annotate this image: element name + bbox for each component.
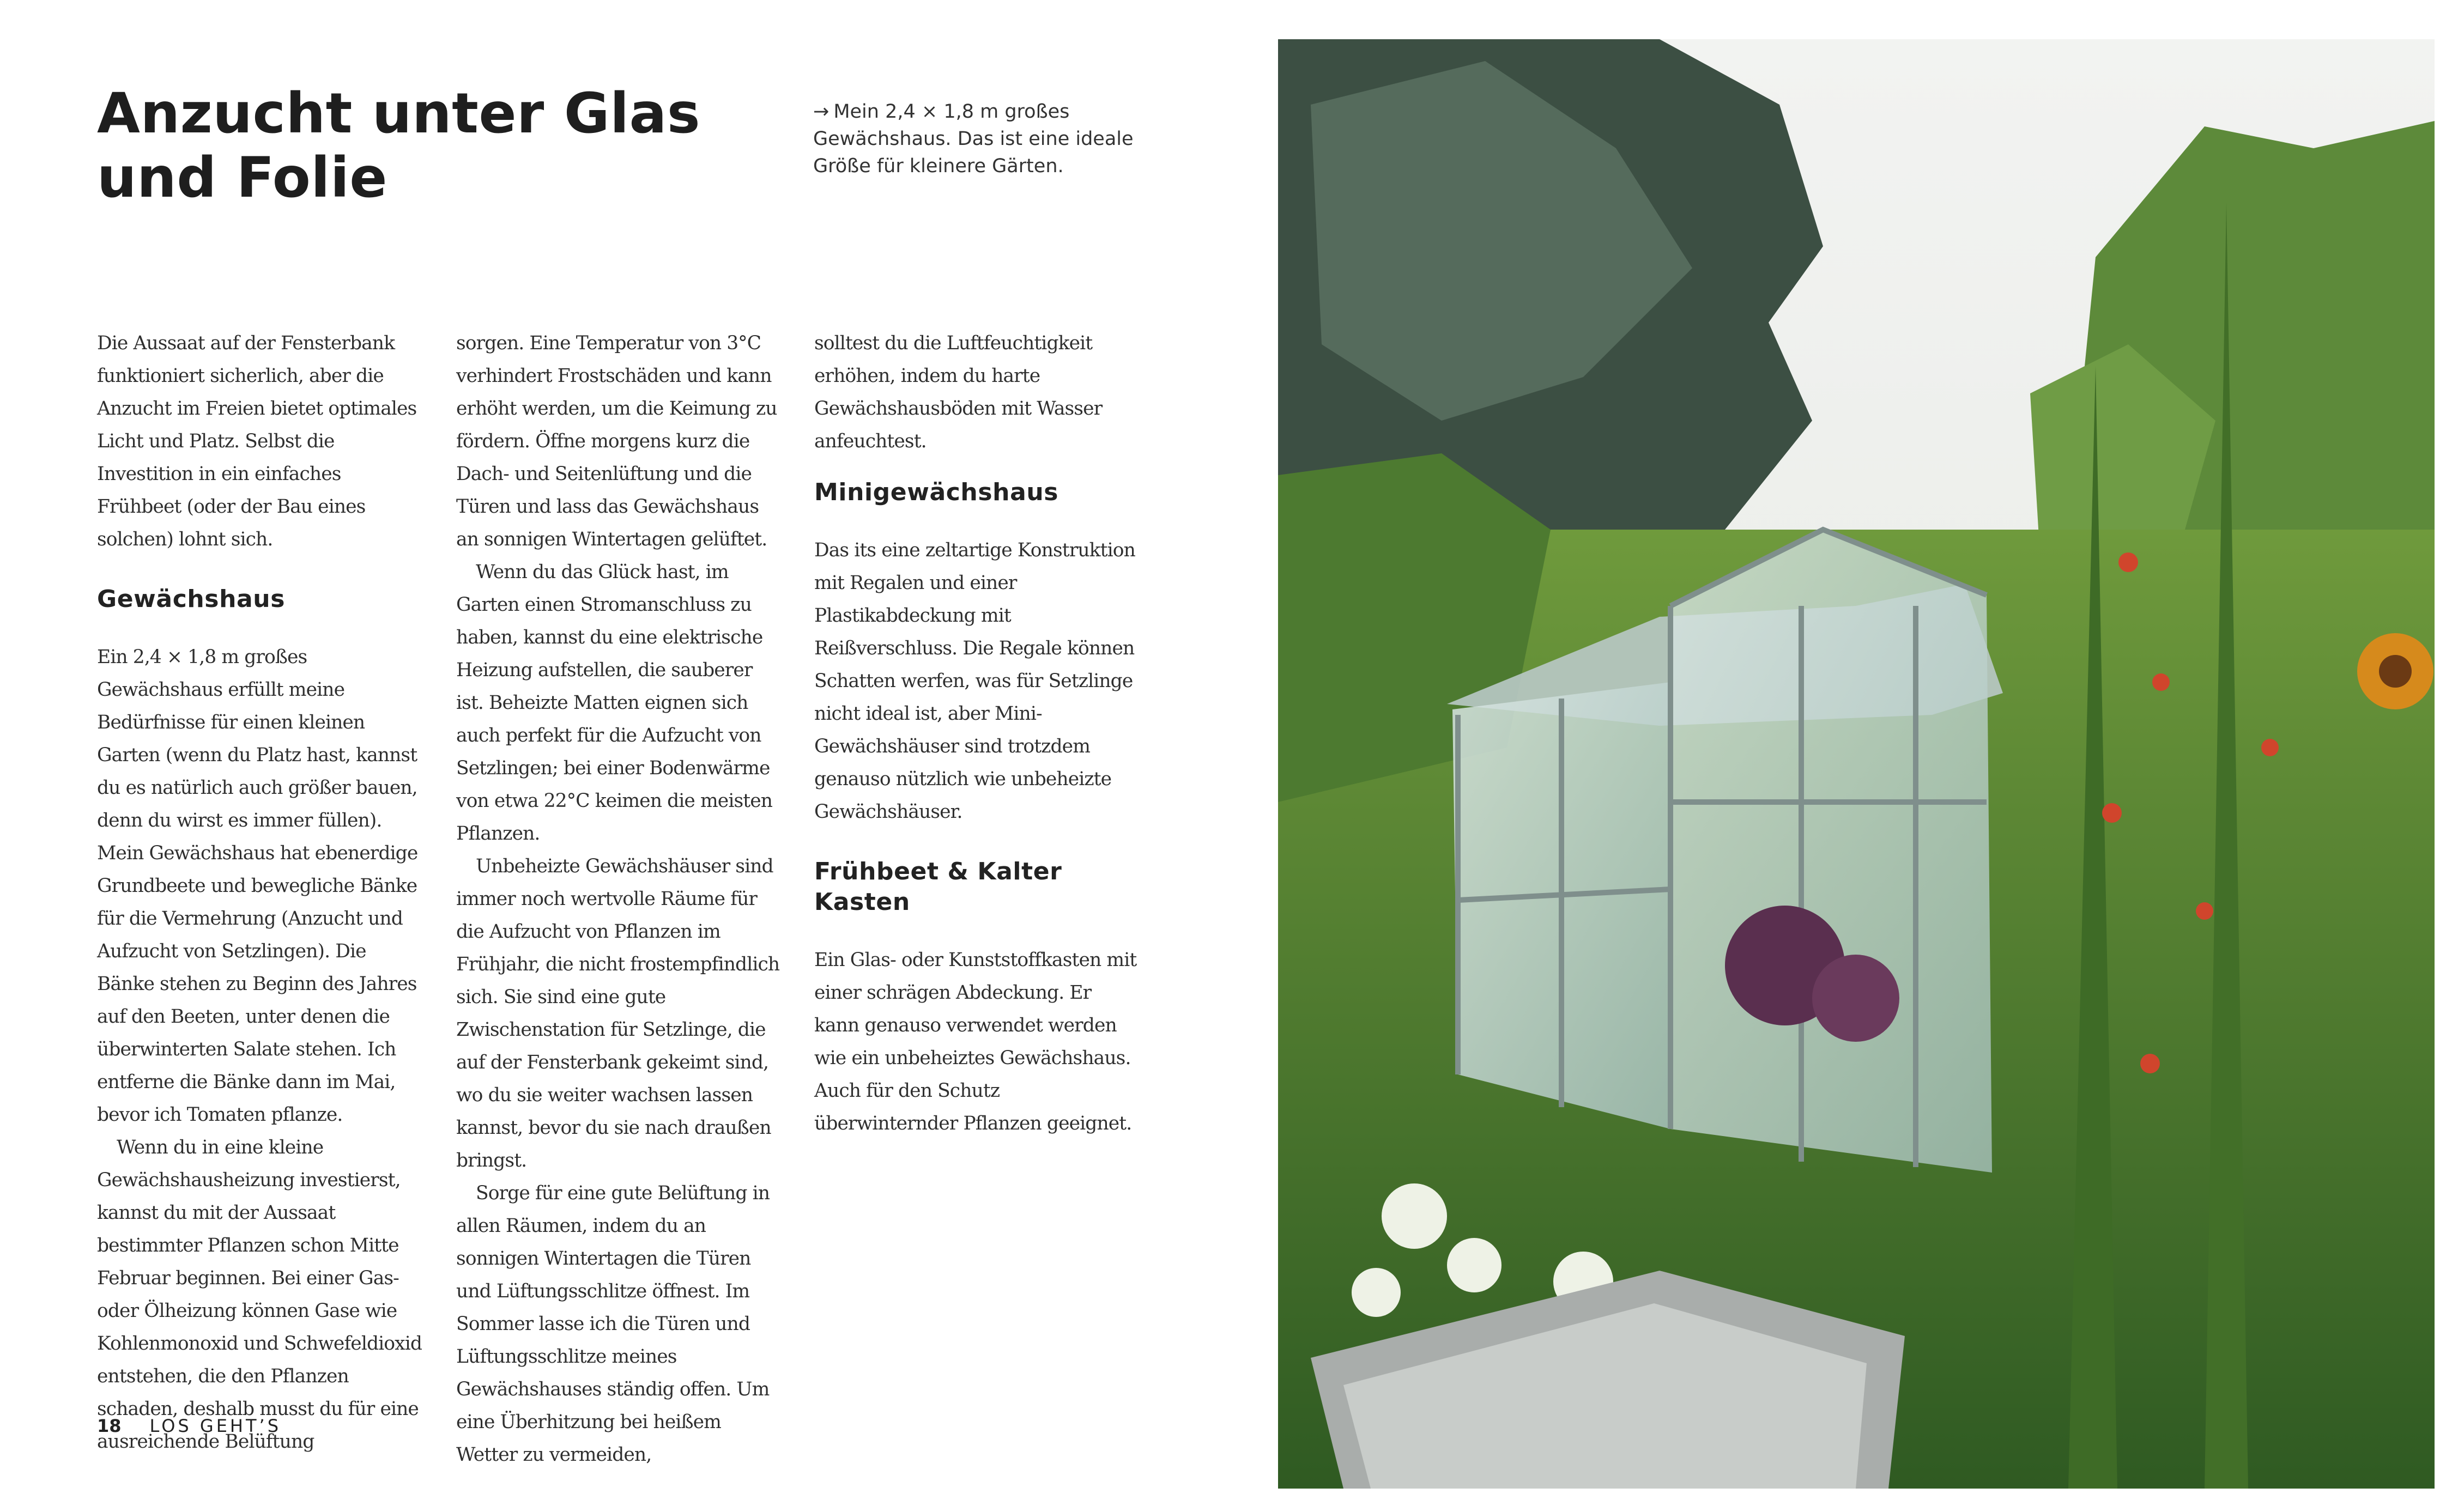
- greenhouse-garden-photo: [1278, 39, 2435, 1489]
- paragraph: Das its eine zeltartige Konstruktion mit Regalen und einer Plastikabdeckung mit Reißverschluss. Die Regale können Schatten werfen, was für Setzlinge nicht ideal ist, aber Mini-Gewächshäuser sind trotzdem genauso nützlich wie unbeheizte Gewächshäuser.: [814, 539, 1135, 823]
- section-heading-fruehbeet: Frühbeet & Kalter Kasten: [814, 858, 1062, 916]
- paragraph: Die Aussaat auf der Fensterbank funktioniert sicherlich, aber die Anzucht im Freien bietet optimales Licht und Platz. Selbst die Investition in ein einfaches Frühbeet (oder der Bau eines solchen) lohnt sich.: [97, 332, 417, 550]
- section-heading-minigewaechshaus: Minigewächshaus: [814, 478, 1059, 506]
- garden-illustration: [1278, 39, 2435, 1489]
- photo-caption: [813, 98, 1151, 180]
- paragraph: Ein Glas- oder Kunststoffkasten mit einer schrägen Abdeckung. Er kann genauso verwendet werden wie ein unbeheiztes Gewächshaus. Auch für den Schutz überwinternder Pflanzen geeignet.: [814, 949, 1137, 1134]
- text-column-3: [814, 327, 1141, 1140]
- text-column-1: [97, 327, 424, 1458]
- paragraph: Wenn du das Glück hast, im Garten einen Stromanschluss zu haben, kannst du eine elektrische Heizung aufstellen, die sauberer ist. Beheizte Matten eignen sich auch perfekt für die Aufzucht von Setzlingen; bei einer Bodenwärme von etwa 22°C keimen die meisten Pflanzen.: [456, 561, 773, 845]
- text-column-2: [456, 327, 783, 1471]
- page-footer: [97, 1416, 281, 1436]
- page-number: 18: [97, 1416, 122, 1436]
- caption-text: Mein 2,4 × 1,8 m großes Gewächshaus. Das ist eine ideale Größe für kleinere Gärten.: [813, 101, 1134, 177]
- paragraph: Ein 2,4 × 1,8 m großes Gewächshaus erfüllt meine Bedürfnisse für einen kleinen Garten (wenn du Platz hast, kannst du es natürlich auch größer bauen, denn du wirst es immer füllen). Mein Gewächshaus hat ebenerdige Grundbeete und bewegliche Bänke für die Vermehrung (Anzucht und Aufzucht von Setzlingen). Die Bänke stehen zu Beginn des Jahres auf den Beeten, unter denen die überwinterten Salate stehen. Ich entferne die Bänke dann im Mai, bevor ich Tomaten pflanze.: [97, 646, 418, 1126]
- paragraph: solltest du die Luftfeuchtigkeit erhöhen, indem du harte Gewächshausböden mit Wasser anfeuchtest.: [814, 332, 1103, 452]
- page-title: Anzucht unter Glas und Folie: [97, 81, 701, 210]
- section-heading-gewaechshaus: Gewächshaus: [97, 585, 286, 613]
- arrow-right-icon: →: [813, 101, 830, 123]
- paragraph: Wenn du in eine kleine Gewächshausheizung investierst, kannst du mit der Aussaat bestimmter Pflanzen schon Mitte Februar beginnen. Bei einer Gas- oder Ölheizung können Gase wie Kohlenmonoxid und Schwefeldioxid entstehen, die den Pflanzen schaden, deshalb musst du für eine ausreichende Belüftung: [97, 1137, 422, 1453]
- paragraph: Unbeheizte Gewächshäuser sind immer noch wertvolle Räume für die Aufzucht von Pflanzen im Frühjahr, die nicht frostempfindlich sich. Sie sind eine gute Zwischenstation für Setzlinge, die auf der Fensterbank gekeimt sind, wo du sie weiter wachsen lassen kannst, bevor du sie nach draußen bringst.: [456, 855, 780, 1171]
- paragraph: sorgen. Eine Temperatur von 3°C verhindert Frostschäden und kann erhöht werden, um die Keimung zu fördern. Öffne morgens kurz die Dach- und Seitenlüftung und die Türen und lass das Gewächshaus an sonnigen Wintertagen gelüftet.: [456, 332, 777, 550]
- paragraph: Sorge für eine gute Belüftung in allen Räumen, indem du an sonnigen Wintertagen die Türen und Lüftungsschlitze öffnest. Im Sommer lasse ich die Türen und Lüftungsschlitze meines Gewächshauses ständig offen. Um eine Überhitzung bei heißem Wetter zu vermeiden,: [456, 1182, 770, 1466]
- running-section-title: LOS GEHT’S: [149, 1416, 281, 1436]
